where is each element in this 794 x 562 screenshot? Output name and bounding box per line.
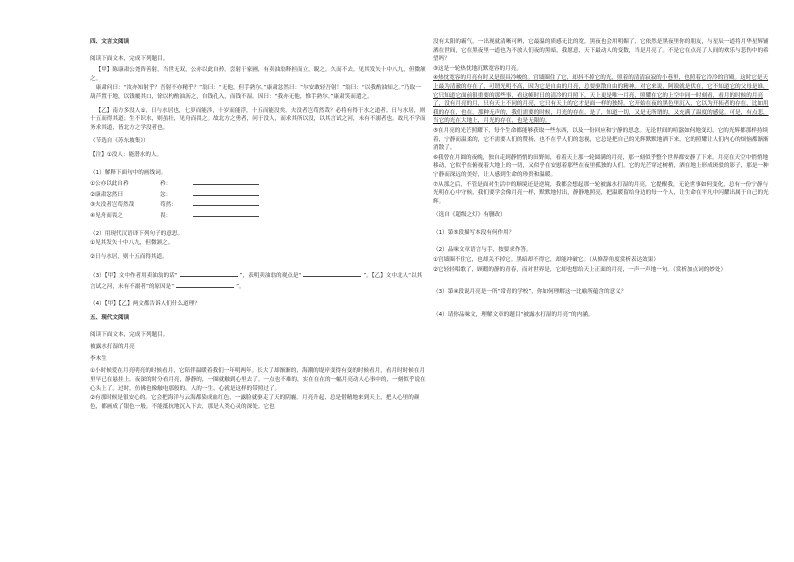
question-4: （4）【甲】【乙】两文都告诉人们什么道理？ [90, 301, 200, 308]
essay-paragraph: ④热忱宽容的月亮有时又是很具冷峻的。宫墙圈住了它，却抖不掉它的光，照着的清清寂寂的小巷里，也照着它冷冷的宫殿。这时它是天上最为清澈的存在了，可谓光明不高，因为它是自由的月亮，总要驱散自由的精神。对它来说，阿谀就是伏在，它不知道它的父母是谁，它只知道它面前很重要的那些事，看这帧时日的清冷的月照下，天上更是唯一月亮，照耀在它的上空中同一时刻看，看月的时候的月亮了，没有月亮的月，只有天上不同的月亮，它只有天上的它才是面一样的独特。它开始在夜的黑色里沉入，它以为开拓者的存在，比如用我的存在，也在，那种无声的，我们需要的时候，月光的存在。是了，知道一切，又是无所谓的，又充满了温度的感觉。可是，有点悲，当它的光在大地上，月光的存在，也是无限的。 [433, 75, 769, 125]
left-column [90, 38, 426, 412]
q1-item-label: 忿： [160, 191, 172, 198]
passage-source: （节选自《苏东坡集》） [90, 138, 149, 145]
essay-paragraph: ⑥我曾在月圆的夜晚，独自走到静悄悄的田野间，看着天上那一轮圆满的月亮，那一刻似乎整个世界都安静了下来。月亮在天空中悄悄地移动，它似乎在俯视着大地上的一切，又似乎在安慰着那些在夜里孤独的人们。它的光芒穿过树梢，洒在地上形成斑驳的影子，那是一种宁静而深远的美好，让人感到生命的珍贵和温暖。 [433, 154, 769, 178]
passage-note: 【注】①没人：能潜水的人。 [90, 151, 163, 158]
q1-item [90, 210, 426, 221]
question-3: （3）第④段说月亮是一所“常青的学校”，你如何理解这一比喻所蕴含的意义？ [433, 289, 627, 296]
essay-paragraph: ⑤在月亮的光芒照耀下，每个生命都能够获取一些东西，以及一份回应和宁静的思念。无论世间的喧嚣如何地变幻，它的光辉都那样持续着，宁静而温柔的，它不需要人们的赞扬，也不在乎人们的忽视，它总是把自己的光辉默默地洒下来，它的照耀让人们内心的烦恼都渐渐消散了。 [433, 127, 769, 152]
section-heading: 四、文言文阅读 [90, 39, 130, 45]
passage-jia: 【甲】陈康肃公尧咨善射，当世无双，公亦以此自矜。尝射于家圃，有卖油翁释担而立，睨之，久而不去。见其发矢十中八九，但微颔之。 [90, 67, 426, 82]
question-4: （4）请你品味文，理解文章的题目“被露水打湿的月亮”的内涵。 [433, 311, 594, 318]
q3-text-c: ”。【乙】文中北人“以其言试之河，未有不溺者”的原因是“ [90, 273, 423, 290]
answer-blank[interactable] [303, 270, 361, 277]
q1-item-text: ④见舟而畏之 [90, 212, 123, 219]
q1-item-text: ①公亦以此自矜 [90, 181, 129, 188]
q3-text-d: ”。 [236, 283, 245, 290]
q2-sentence-a: ①见其发矢十中八九，但微颔之。 [90, 240, 174, 247]
q1-item-text: ③夫没者岂苟然哉 [90, 202, 135, 209]
q1-item [90, 199, 426, 210]
question-1: （1）第⑤段描写本段有何作用？ [433, 229, 515, 236]
answer-blank[interactable] [180, 270, 238, 277]
q1-item [90, 189, 426, 200]
q1-item-label: 苟然： [160, 202, 177, 209]
passage-yi: 【乙】南方多没人①，日与水居也，七岁而能涉，十岁而能浮，十五而能没矣。夫没者岂苟然哉？必将有得于水之道者。日与水居，则十五而得其道；生不识水，则虽壮，见舟而畏之。故北方之勇者，问于没人，而求其所以没，以其言试之河，未有不溺者也。故凡不学而务求其道，皆北方之学没者也。 [90, 107, 426, 131]
q1-item-label: 矜： [160, 181, 172, 188]
answer-blank[interactable] [193, 210, 259, 217]
answer-blank[interactable] [193, 189, 259, 196]
essay-title: 被露水打湿的月亮 [90, 344, 135, 351]
answer-blank[interactable] [193, 178, 259, 185]
essay-source: （选自《超级之灯》有删改） [433, 212, 506, 219]
q2-item-a: ①宫墙圈不住它，也却关不掉它。黑暗却不得它，却能冲破它。（从修辞角度赏析表达效果） [433, 257, 659, 264]
essay-paragraph: ②有那时候是很安心的。它会把海洋与云海都染成血红色，一露脸就驱走了天的阴霾。月亮升起，总是借精地来到天上，把人心里的颜色，都画成了银色一般。不能抵抗地沉入下去，那是人类心灵的深处。它也 [90, 395, 420, 410]
q3-text-b: ”，表明卖油翁的观点是“ [239, 273, 302, 280]
question-2: （2）品味文章语言与手，按要求作答。 [433, 247, 532, 254]
essay-author: 李木生 [90, 355, 107, 362]
question-3 [90, 270, 426, 291]
answer-blank[interactable] [193, 199, 259, 206]
essay-paragraph: ①小时候爱在月亮明亮的时候看月，它陪伴温暖着我们一年明两年。长大了却渐渐的，海潮的堤岸变得有变的时候看月，看月时时候在月里早已在悬挂上。夜深的时分看月亮，静静的，一圈就触到心里去了。一点也不难的，实在在在的一幅月亮动人心事中的，一刻似乎说在心头上了。过时，仿佛也像触电那般的。人的一生，心就是这样的带照过了。 [90, 368, 426, 392]
q3-text-a: （3）【甲】文中作者用卖油翁的话“ [90, 273, 178, 280]
question-2: （2）用现代汉语译下列句子的意思。 [90, 230, 184, 237]
essay-paragraph: ⑦从那之后，不管是面对生活中的顺境还是逆境，我都会想起那一轮被露水打湿的月亮，它提醒我，无论世事如何变化，总有一份宁静与光明在心中守候，我们要学会像月亮一样，默默地付出，静静地照亮，把温暖留给身边的每一个人，让生命在平凡中闪耀出属于自己的光辉。 [433, 181, 769, 205]
q2-sentence-b: ②日与水居，则十五而得其道。 [90, 253, 168, 260]
q1-item-text: ②康肃忿然曰 [90, 191, 123, 198]
passage-jia-2: 康肃问曰：“汝亦知射乎？吾射不亦精乎？”翁曰：“无他，但手熟尔。”康肃忿然曰：“尔安敢轻吾射！”翁曰：“以我酌油知之。”乃取一葫芦置于地，以钱覆其口，徐以杓酌油沥之，自钱孔入，而钱不湿。因曰：“我亦无他，惟手熟尔。”康肃笑而遣之。 [90, 85, 421, 100]
q2-item-b: ②它轻轻唱歌了，顾暇的静的青春，而对世界是，它却也想给天上正面的月亮，一声一声地一句。（赏析加点词的妙处） [433, 266, 727, 273]
essay-paragraph: ③这是一轮热忱地沉默宽容的月亮。 [433, 65, 522, 72]
question-1: （1）解释下面句中的画线词。 [90, 169, 167, 176]
instruction: 阅读下面文本，完成下列题目。 [90, 331, 169, 338]
answer-blank[interactable] [176, 281, 234, 288]
q1-item-label: 畏： [160, 212, 172, 219]
section-heading: 五、现代文阅读 [90, 315, 130, 322]
right-column [433, 38, 769, 320]
instruction: 阅读下面文本，完成下列题目。 [90, 55, 169, 62]
essay-paragraph: 没有太阳的霸气，一出现就清晰可辨，它最温的质感无比的宽，黑夜也会用明媚了，它依然是黑夜里你的朋友，与星辰一道将月华星辉铺洒在世间，它在黑夜里一道也为不放人们夜的黑暗，我愿意，天下最动人的变数，当是月亮了。不是它在点亮了人间的欢乐与悲伤中的希望吗？ [433, 39, 769, 63]
q1-item [90, 178, 426, 189]
